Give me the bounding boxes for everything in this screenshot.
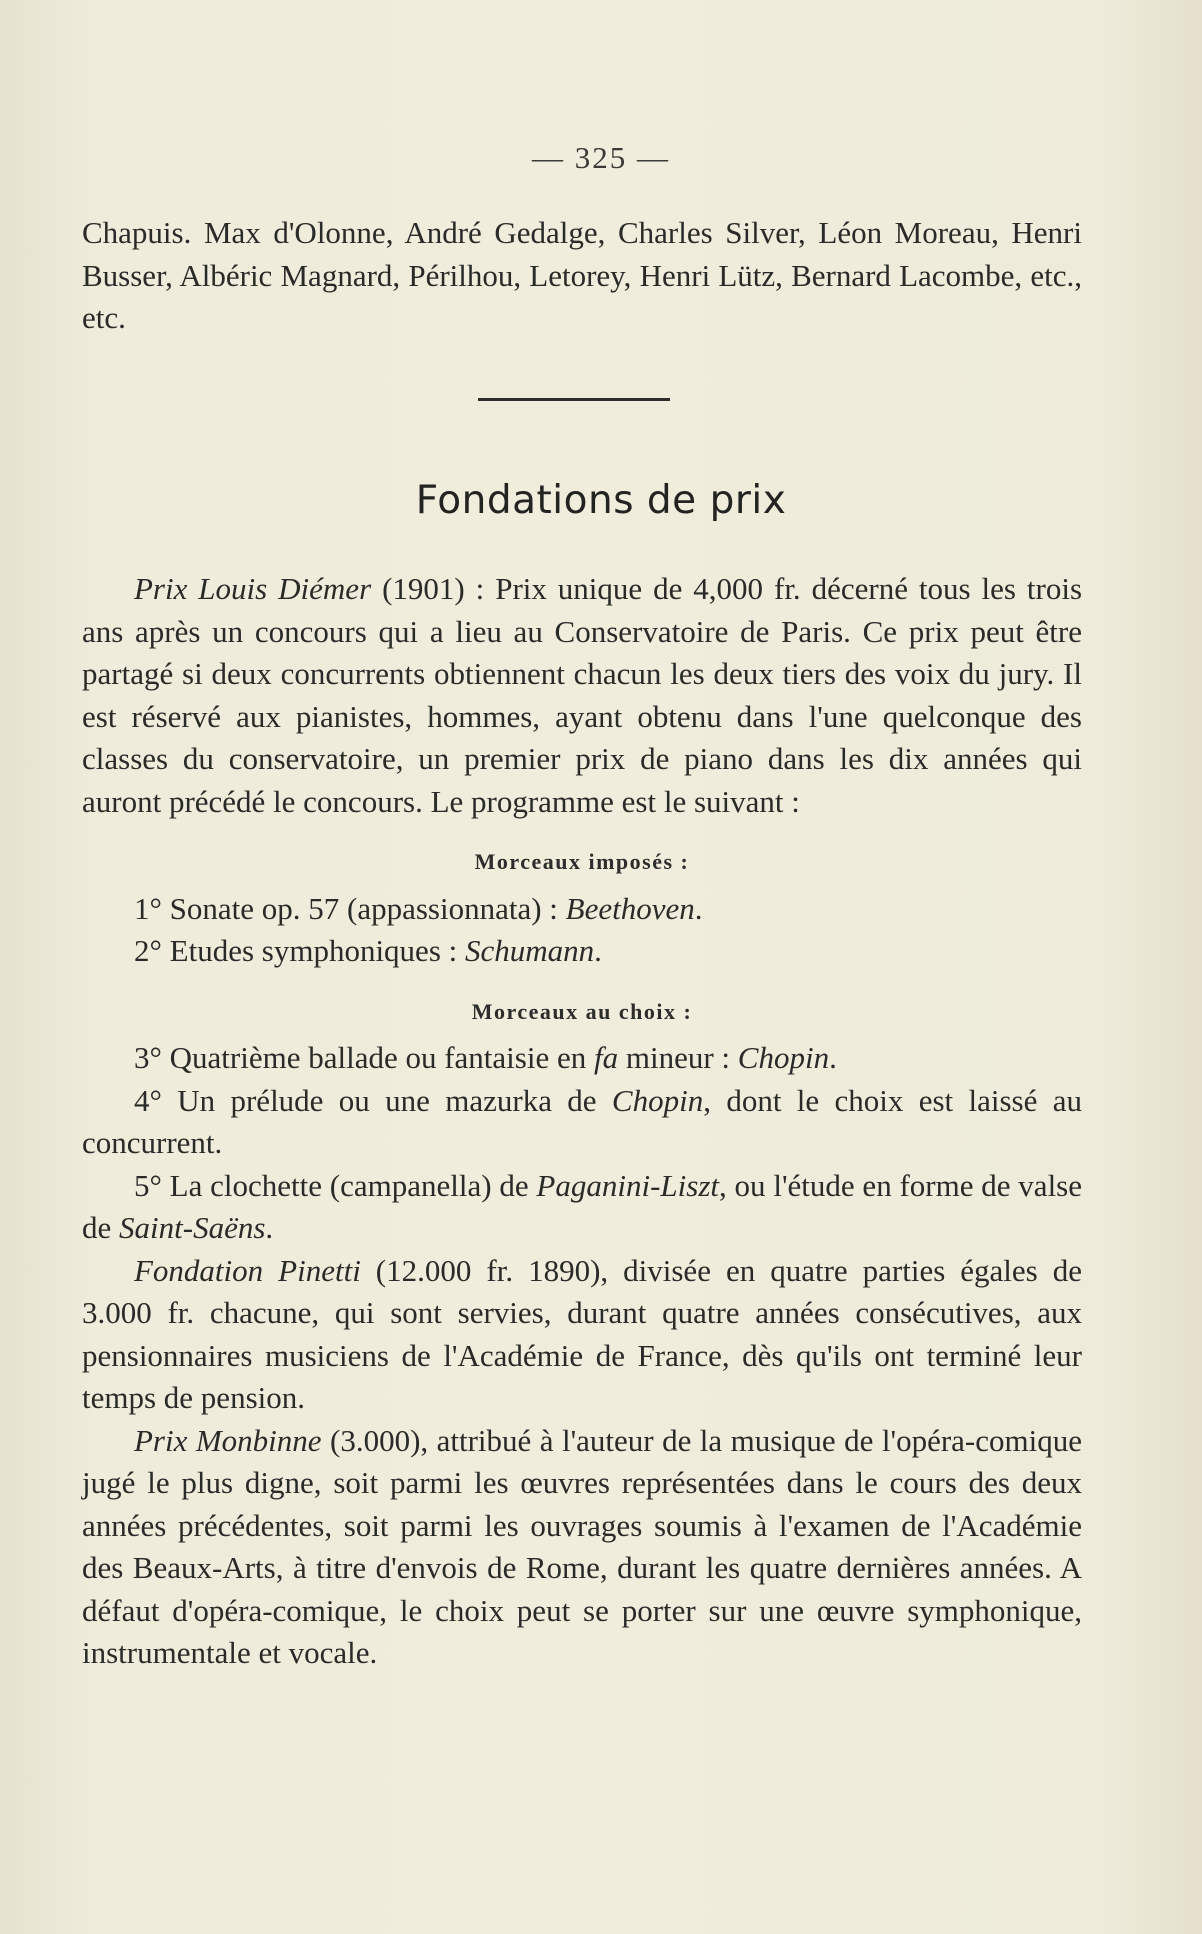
- imposed-item-1-text: 1° Sonate op. 57 (appassionnata) :: [134, 890, 566, 926]
- choice-item-5-composer-2: Saint-Saëns: [119, 1210, 266, 1245]
- choice-heading: Morceaux au choix :: [471, 998, 693, 1024]
- choice-item-5-end: .: [265, 1210, 274, 1245]
- choice-item-5-text: 5° La clochette (campanella) de: [134, 1167, 537, 1203]
- pinetti-text: (12.000 fr. 1890), divisée en quatre parties égales de 3.000 fr. chacune, qui sont servies, durant quatre années consécutives, aux pensionnaires musiciens de l'Académie de France, dès qu'ils ont terminé leur temps de pension.: [82, 1252, 1082, 1415]
- imposed-item-2-text: 2° Etudes symphoniques :: [134, 933, 465, 968]
- choice-item-4-composer: Chopin: [611, 1082, 704, 1118]
- imposed-item-1-composer: Beethoven: [565, 890, 695, 926]
- choice-item-3-text-b: mineur :: [618, 1040, 738, 1075]
- choice-item-3-end: .: [829, 1040, 837, 1075]
- section-separator-rule: [478, 398, 670, 401]
- choice-item-4-text-b: , dont le choix est laissé au concurrent.: [82, 1082, 1082, 1160]
- imposed-item-2: [82, 930, 1082, 973]
- choice-item-5-composer-1: Paganini-Liszt: [536, 1167, 720, 1203]
- imposed-heading: Morceaux imposés :: [474, 849, 690, 874]
- choice-item-5-text-b: , ou l'étude en forme de valse de: [82, 1167, 1083, 1245]
- diemer-section: [82, 568, 1082, 1675]
- imposed-item-2-composer: Schumann: [465, 933, 595, 968]
- diemer-text: (1901) : Prix unique de 4,000 fr. décerné tous les trois ans après un concours qui a lieu au Conservatoire de Paris. Ce prix peut être partagé si deux concurrents obtiennent chacun les deux tiers des voix du jury. Il est réservé aux pianistes, hommes, ayant obtenu dans l'une quelconque des classes du conservatoire, un premier prix de piano dans les dix années qui auront précédé le concours. Le programme est le suivant :: [82, 571, 1083, 819]
- imposed-item-1-end: .: [694, 890, 703, 926]
- intro-paragraph: Chapuis. Max d'Olonne, André Gedalge, Charles Silver, Léon Moreau, Henri Busser, Albéric Magnard, Périlhou, Letorey, Henri Lütz, Bernard Lacombe, etc., etc.: [82, 215, 1082, 335]
- choice-item-3: [82, 1037, 1082, 1080]
- imposed-item-2-end: .: [594, 933, 602, 968]
- monbinne-text: (3.000), attribué à l'auteur de la musique de l'opéra-comique jugé le plus digne, soit parmi les œuvres représentées dans le cours des deux années précédentes, soit parmi les ouvrages soumis à l'examen de l'Académie des Beaux-Arts, à titre d'envois de Rome, durant les quatre dernières années. A défaut d'opéra-comique, le choix peut se porter sur une œuvre symphonique, instrumentale et vocale.: [82, 1422, 1082, 1670]
- choice-item-3-key: fa: [594, 1040, 619, 1075]
- pinetti-paragraph: [82, 1250, 1082, 1420]
- section-title: Fondations de prix: [415, 478, 787, 523]
- choice-item-4-text: 4° Un prélude ou une mazurka de: [134, 1082, 612, 1118]
- monbinne-paragraph: [82, 1420, 1082, 1675]
- monbinne-prize-name: Prix Monbinne: [134, 1422, 322, 1458]
- choice-item-5: [82, 1165, 1082, 1250]
- page-number: — 325 —: [532, 140, 670, 175]
- choice-item-3-composer: Chopin: [737, 1040, 830, 1075]
- imposed-item-1: [82, 888, 1082, 931]
- diemer-paragraph: [82, 568, 1082, 823]
- choice-item-3-text: 3° Quatrième ballade ou fantaisie en: [134, 1040, 594, 1075]
- diemer-prize-name: Prix Louis Diémer: [134, 571, 372, 606]
- pinetti-foundation-name: Fondation Pinetti: [134, 1252, 361, 1288]
- choice-item-4: [82, 1080, 1082, 1165]
